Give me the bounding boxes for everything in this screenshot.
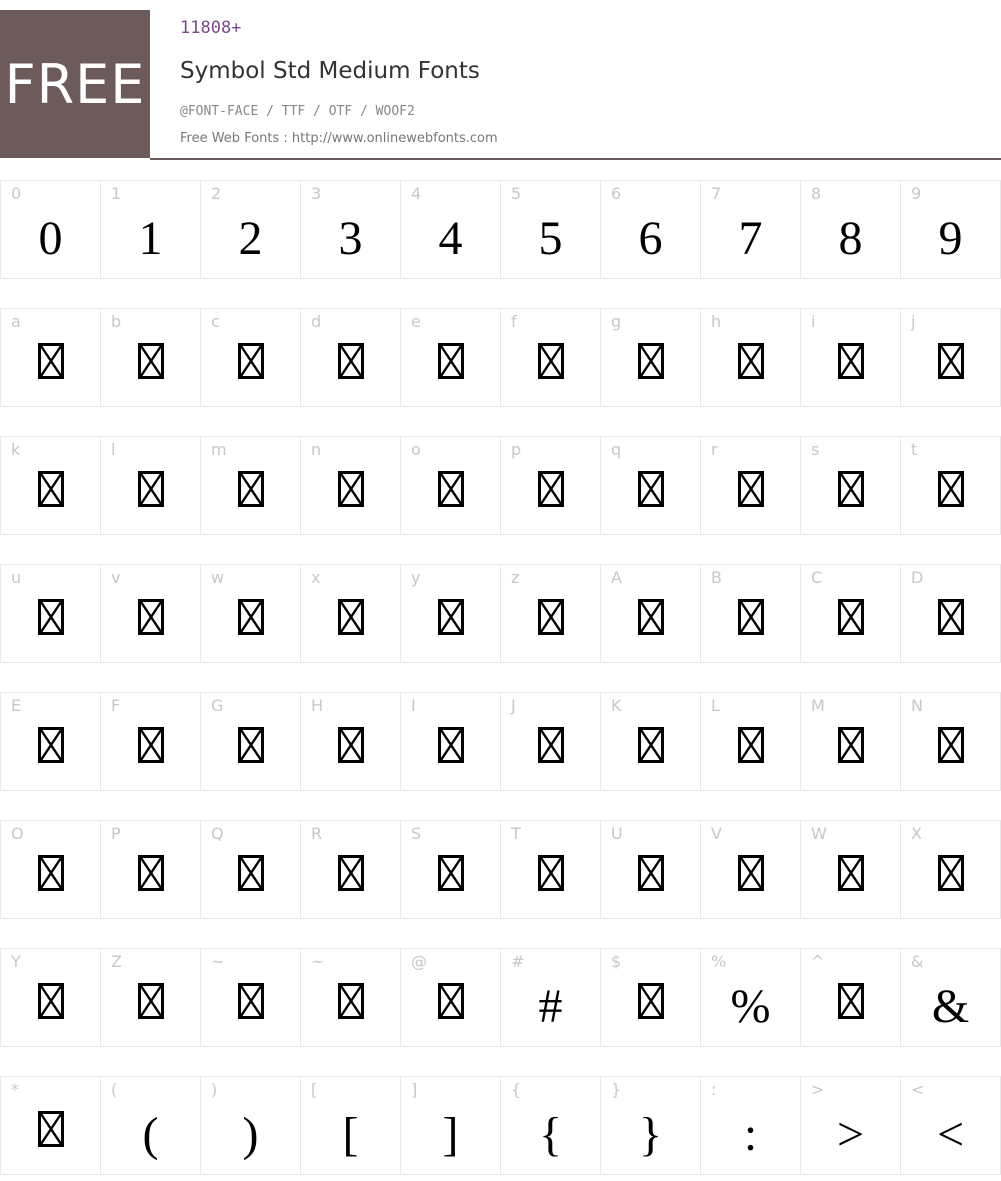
- missing-glyph-icon: [138, 471, 164, 507]
- missing-glyph-icon: [538, 855, 564, 891]
- missing-glyph-icon: [938, 343, 964, 379]
- missing-glyph-icon: [638, 727, 664, 763]
- missing-glyph-icon: [238, 471, 264, 507]
- glyph-key-label: 3: [311, 184, 322, 203]
- page-title: Symbol Std Medium Fonts: [180, 58, 480, 84]
- glyph-preview: ): [242, 1108, 259, 1161]
- glyph-key-label: :: [711, 1080, 717, 1099]
- missing-glyph-icon: [438, 599, 464, 635]
- glyph-key-label: ~: [211, 952, 225, 971]
- glyph-key-label: i: [811, 312, 816, 331]
- glyph-cell[interactable]: [400, 948, 500, 1047]
- missing-glyph-icon: [238, 727, 264, 763]
- glyph-preview: &: [931, 980, 970, 1033]
- glyph-cell[interactable]: [600, 308, 700, 407]
- missing-glyph-icon: [38, 983, 64, 1019]
- missing-glyph-icon: [138, 599, 164, 635]
- missing-glyph-icon: [638, 471, 664, 507]
- glyph-cell[interactable]: [700, 692, 800, 791]
- glyph-preview: 2: [238, 212, 263, 265]
- missing-glyph-icon: [538, 343, 564, 379]
- glyph-key-label: P: [111, 824, 121, 843]
- glyph-cell[interactable]: [800, 308, 900, 407]
- glyph-cell[interactable]: [600, 948, 700, 1047]
- glyph-row: [0, 692, 1001, 792]
- glyph-key-label: G: [211, 696, 224, 715]
- glyph-preview: }: [638, 1108, 663, 1161]
- glyph-key-label: L: [711, 696, 720, 715]
- glyph-key-label: Z: [111, 952, 122, 971]
- glyph-cell[interactable]: [500, 436, 600, 535]
- glyph-key-label: y: [411, 568, 421, 587]
- glyph-key-label: u: [11, 568, 22, 587]
- glyph-key-label: O: [11, 824, 24, 843]
- missing-glyph-icon: [938, 599, 964, 635]
- glyph-cell[interactable]: [400, 692, 500, 791]
- format-list: @FONT-FACE / TTF / OTF / WOOF2: [180, 104, 415, 119]
- missing-glyph-icon: [138, 983, 164, 1019]
- glyph-cell[interactable]: [900, 692, 1001, 791]
- glyph-key-label: s: [811, 440, 820, 459]
- glyph-preview: {: [538, 1108, 563, 1161]
- glyph-key-label: K: [611, 696, 622, 715]
- glyph-cell[interactable]: [700, 564, 800, 663]
- missing-glyph-icon: [338, 983, 364, 1019]
- glyph-key-label: {: [511, 1080, 522, 1099]
- glyph-preview: #: [538, 980, 563, 1033]
- glyph-cell[interactable]: [800, 436, 900, 535]
- glyph-key-label: H: [311, 696, 324, 715]
- glyph-cell[interactable]: [800, 820, 900, 919]
- missing-glyph-icon: [338, 855, 364, 891]
- missing-glyph-icon: [38, 855, 64, 891]
- missing-glyph-icon: [838, 983, 864, 1019]
- missing-glyph-icon: [38, 471, 64, 507]
- glyph-key-label: Q: [211, 824, 224, 843]
- glyph-cell[interactable]: [200, 180, 300, 279]
- glyph-cell[interactable]: [600, 1076, 700, 1175]
- glyph-cell[interactable]: [700, 1076, 800, 1175]
- missing-glyph-icon: [338, 471, 364, 507]
- missing-glyph-icon: [438, 983, 464, 1019]
- glyph-key-label: Y: [11, 952, 21, 971]
- missing-glyph-icon: [38, 1111, 64, 1147]
- missing-glyph-icon: [238, 599, 264, 635]
- glyph-cell[interactable]: [0, 1076, 100, 1175]
- glyph-key-label: [: [311, 1080, 318, 1099]
- glyph-cell[interactable]: [800, 564, 900, 663]
- glyph-key-label: n: [311, 440, 322, 459]
- missing-glyph-icon: [238, 855, 264, 891]
- missing-glyph-icon: [438, 855, 464, 891]
- missing-glyph-icon: [38, 727, 64, 763]
- glyph-key-label: b: [111, 312, 122, 331]
- glyph-cell[interactable]: [900, 564, 1001, 663]
- glyph-key-label: V: [711, 824, 722, 843]
- missing-glyph-icon: [138, 855, 164, 891]
- glyph-cell[interactable]: [500, 948, 600, 1047]
- missing-glyph-icon: [838, 599, 864, 635]
- glyph-row: [0, 948, 1001, 1048]
- glyph-cell[interactable]: [100, 436, 200, 535]
- glyph-key-label: z: [511, 568, 520, 587]
- font-count: 11808+: [180, 18, 242, 38]
- glyph-cell[interactable]: [600, 692, 700, 791]
- glyph-key-label: t: [911, 440, 918, 459]
- glyph-key-label: 2: [211, 184, 222, 203]
- glyph-key-label: 9: [911, 184, 922, 203]
- missing-glyph-icon: [538, 471, 564, 507]
- glyph-cell[interactable]: [300, 436, 400, 535]
- glyph-key-label: S: [411, 824, 422, 843]
- glyph-preview: (: [142, 1108, 159, 1161]
- glyph-preview: 5: [538, 212, 563, 265]
- glyph-key-label: U: [611, 824, 623, 843]
- glyph-key-label: E: [11, 696, 22, 715]
- header-divider: [150, 158, 1001, 160]
- missing-glyph-icon: [738, 471, 764, 507]
- glyph-cell[interactable]: [100, 692, 200, 791]
- glyph-key-label: R: [311, 824, 323, 843]
- glyph-cell[interactable]: [100, 820, 200, 919]
- glyph-cell[interactable]: [900, 1076, 1001, 1175]
- glyph-cell[interactable]: [500, 564, 600, 663]
- glyph-key-label: I: [411, 696, 416, 715]
- glyph-cell[interactable]: [0, 308, 100, 407]
- glyph-key-label: o: [411, 440, 421, 459]
- glyph-cell[interactable]: [100, 180, 200, 279]
- glyph-cell[interactable]: [400, 180, 500, 279]
- glyph-key-label: 1: [111, 184, 122, 203]
- missing-glyph-icon: [538, 727, 564, 763]
- glyph-key-label: p: [511, 440, 522, 459]
- glyph-cell[interactable]: [700, 948, 800, 1047]
- glyph-key-label: l: [111, 440, 116, 459]
- glyph-key-label: d: [311, 312, 322, 331]
- glyph-preview: [: [342, 1108, 359, 1161]
- glyph-key-label: k: [11, 440, 21, 459]
- glyph-key-label: M: [811, 696, 825, 715]
- missing-glyph-icon: [338, 343, 364, 379]
- glyph-preview: :: [743, 1108, 758, 1161]
- missing-glyph-icon: [938, 471, 964, 507]
- missing-glyph-icon: [638, 855, 664, 891]
- glyph-cell[interactable]: [900, 180, 1001, 279]
- glyph-cell[interactable]: [400, 436, 500, 535]
- glyph-cell[interactable]: [400, 308, 500, 407]
- glyph-preview: 9: [938, 212, 963, 265]
- glyph-cell[interactable]: [400, 1076, 500, 1175]
- glyph-row: [0, 564, 1001, 664]
- missing-glyph-icon: [438, 343, 464, 379]
- missing-glyph-icon: [338, 599, 364, 635]
- glyph-cell[interactable]: [200, 948, 300, 1047]
- glyph-cell[interactable]: [500, 692, 600, 791]
- glyph-key-label: m: [211, 440, 227, 459]
- missing-glyph-icon: [838, 855, 864, 891]
- missing-glyph-icon: [738, 855, 764, 891]
- glyph-key-label: @: [411, 952, 427, 971]
- glyph-cell[interactable]: [100, 308, 200, 407]
- glyph-preview: 4: [438, 212, 463, 265]
- missing-glyph-icon: [238, 343, 264, 379]
- glyph-cell[interactable]: [300, 1076, 400, 1175]
- glyph-cell[interactable]: [0, 820, 100, 919]
- glyph-preview: 0: [38, 212, 63, 265]
- glyph-key-label: w: [211, 568, 225, 587]
- glyph-key-label: C: [811, 568, 823, 587]
- missing-glyph-icon: [738, 599, 764, 635]
- missing-glyph-icon: [538, 599, 564, 635]
- glyph-key-label: >: [811, 1080, 825, 1099]
- missing-glyph-icon: [38, 343, 64, 379]
- glyph-key-label: (: [111, 1080, 118, 1099]
- glyph-key-label: <: [911, 1080, 925, 1099]
- missing-glyph-icon: [838, 727, 864, 763]
- glyph-preview: >: [836, 1108, 865, 1161]
- glyph-key-label: ^: [811, 952, 825, 971]
- glyph-key-label: N: [911, 696, 923, 715]
- glyph-key-label: X: [911, 824, 922, 843]
- glyph-cell[interactable]: [300, 308, 400, 407]
- glyph-key-label: h: [711, 312, 722, 331]
- glyph-key-label: c: [211, 312, 220, 331]
- glyph-cell[interactable]: [600, 564, 700, 663]
- glyph-key-label: 4: [411, 184, 422, 203]
- glyph-cell[interactable]: [300, 692, 400, 791]
- glyph-preview: 3: [338, 212, 363, 265]
- glyph-cell[interactable]: [200, 564, 300, 663]
- missing-glyph-icon: [438, 727, 464, 763]
- missing-glyph-icon: [938, 855, 964, 891]
- glyph-cell[interactable]: [500, 308, 600, 407]
- missing-glyph-icon: [38, 599, 64, 635]
- glyph-key-label: T: [511, 824, 521, 843]
- glyph-cell[interactable]: [0, 180, 100, 279]
- glyph-key-label: W: [811, 824, 827, 843]
- missing-glyph-icon: [138, 727, 164, 763]
- glyph-cell[interactable]: [500, 180, 600, 279]
- glyph-key-label: x: [311, 568, 321, 587]
- glyph-cell[interactable]: [700, 436, 800, 535]
- glyph-cell[interactable]: [300, 564, 400, 663]
- site-link[interactable]: Free Web Fonts : http://www.onlinewebfonts.com: [180, 131, 498, 146]
- missing-glyph-icon: [638, 343, 664, 379]
- glyph-preview: 8: [838, 212, 863, 265]
- glyph-cell[interactable]: [0, 692, 100, 791]
- glyph-cell[interactable]: [300, 820, 400, 919]
- glyph-cell[interactable]: [200, 1076, 300, 1175]
- glyph-key-label: J: [511, 696, 516, 715]
- glyph-key-label: a: [11, 312, 21, 331]
- glyph-key-label: j: [911, 312, 916, 331]
- glyph-row: [0, 180, 1001, 280]
- glyph-cell[interactable]: [100, 948, 200, 1047]
- missing-glyph-icon: [238, 983, 264, 1019]
- glyph-row: [0, 1076, 1001, 1176]
- glyph-cell[interactable]: [900, 308, 1001, 407]
- glyph-preview: ]: [442, 1108, 459, 1161]
- missing-glyph-icon: [338, 727, 364, 763]
- glyph-cell[interactable]: [100, 564, 200, 663]
- glyph-cell[interactable]: [700, 180, 800, 279]
- glyph-cell[interactable]: [300, 180, 400, 279]
- glyph-key-label: A: [611, 568, 622, 587]
- glyph-key-label: }: [611, 1080, 622, 1099]
- glyph-key-label: $: [611, 952, 622, 971]
- glyph-cell[interactable]: [800, 180, 900, 279]
- glyph-cell[interactable]: [200, 308, 300, 407]
- glyph-key-label: v: [111, 568, 121, 587]
- glyph-key-label: 7: [711, 184, 722, 203]
- glyph-cell[interactable]: [900, 948, 1001, 1047]
- glyph-preview: 1: [138, 212, 163, 265]
- glyph-cell[interactable]: [800, 692, 900, 791]
- glyph-cell[interactable]: [700, 308, 800, 407]
- glyph-cell[interactable]: [600, 436, 700, 535]
- missing-glyph-icon: [638, 983, 664, 1019]
- glyph-cell[interactable]: [200, 820, 300, 919]
- glyph-key-label: ): [211, 1080, 218, 1099]
- glyph-key-label: q: [611, 440, 622, 459]
- glyph-key-label: ]: [411, 1080, 418, 1099]
- glyph-key-label: B: [711, 568, 722, 587]
- glyph-cell[interactable]: [400, 564, 500, 663]
- glyph-preview: %: [730, 980, 771, 1033]
- missing-glyph-icon: [138, 343, 164, 379]
- glyph-key-label: e: [411, 312, 421, 331]
- glyph-key-label: %: [711, 952, 727, 971]
- glyph-cell[interactable]: [800, 948, 900, 1047]
- glyph-preview: <: [936, 1108, 965, 1161]
- glyph-key-label: 8: [811, 184, 822, 203]
- site-header: [0, 0, 1001, 160]
- glyph-key-label: *: [11, 1080, 19, 1099]
- glyph-key-label: &: [911, 952, 924, 971]
- glyph-key-label: F: [111, 696, 121, 715]
- glyph-cell[interactable]: [500, 820, 600, 919]
- glyph-cell[interactable]: [0, 436, 100, 535]
- missing-glyph-icon: [738, 343, 764, 379]
- free-logo[interactable]: FREE: [0, 10, 150, 158]
- glyph-cell[interactable]: [400, 820, 500, 919]
- missing-glyph-icon: [838, 471, 864, 507]
- glyph-key-label: r: [711, 440, 718, 459]
- glyph-cell[interactable]: [500, 1076, 600, 1175]
- glyph-preview: 7: [738, 212, 763, 265]
- glyph-key-label: 6: [611, 184, 622, 203]
- missing-glyph-icon: [638, 599, 664, 635]
- glyph-row: [0, 820, 1001, 920]
- glyph-cell[interactable]: [600, 180, 700, 279]
- glyph-key-label: D: [911, 568, 924, 587]
- glyph-key-label: 0: [11, 184, 22, 203]
- glyph-key-label: #: [511, 952, 525, 971]
- missing-glyph-icon: [838, 343, 864, 379]
- glyph-cell[interactable]: [200, 436, 300, 535]
- glyph-key-label: ~: [311, 952, 325, 971]
- glyph-cell[interactable]: [900, 436, 1001, 535]
- glyph-cell[interactable]: [600, 820, 700, 919]
- glyph-cell[interactable]: [0, 948, 100, 1047]
- missing-glyph-icon: [738, 727, 764, 763]
- glyph-cell[interactable]: [200, 692, 300, 791]
- glyph-key-label: g: [611, 312, 622, 331]
- glyph-row: [0, 308, 1001, 408]
- glyph-preview: 6: [638, 212, 663, 265]
- glyph-key-label: f: [511, 312, 517, 331]
- glyph-cell[interactable]: [300, 948, 400, 1047]
- missing-glyph-icon: [938, 727, 964, 763]
- glyph-cell[interactable]: [700, 820, 800, 919]
- glyph-cell[interactable]: [800, 1076, 900, 1175]
- glyph-cell[interactable]: [0, 564, 100, 663]
- missing-glyph-icon: [438, 471, 464, 507]
- glyph-row: [0, 436, 1001, 536]
- glyph-key-label: 5: [511, 184, 522, 203]
- glyph-cell[interactable]: [900, 820, 1001, 919]
- glyph-cell[interactable]: [100, 1076, 200, 1175]
